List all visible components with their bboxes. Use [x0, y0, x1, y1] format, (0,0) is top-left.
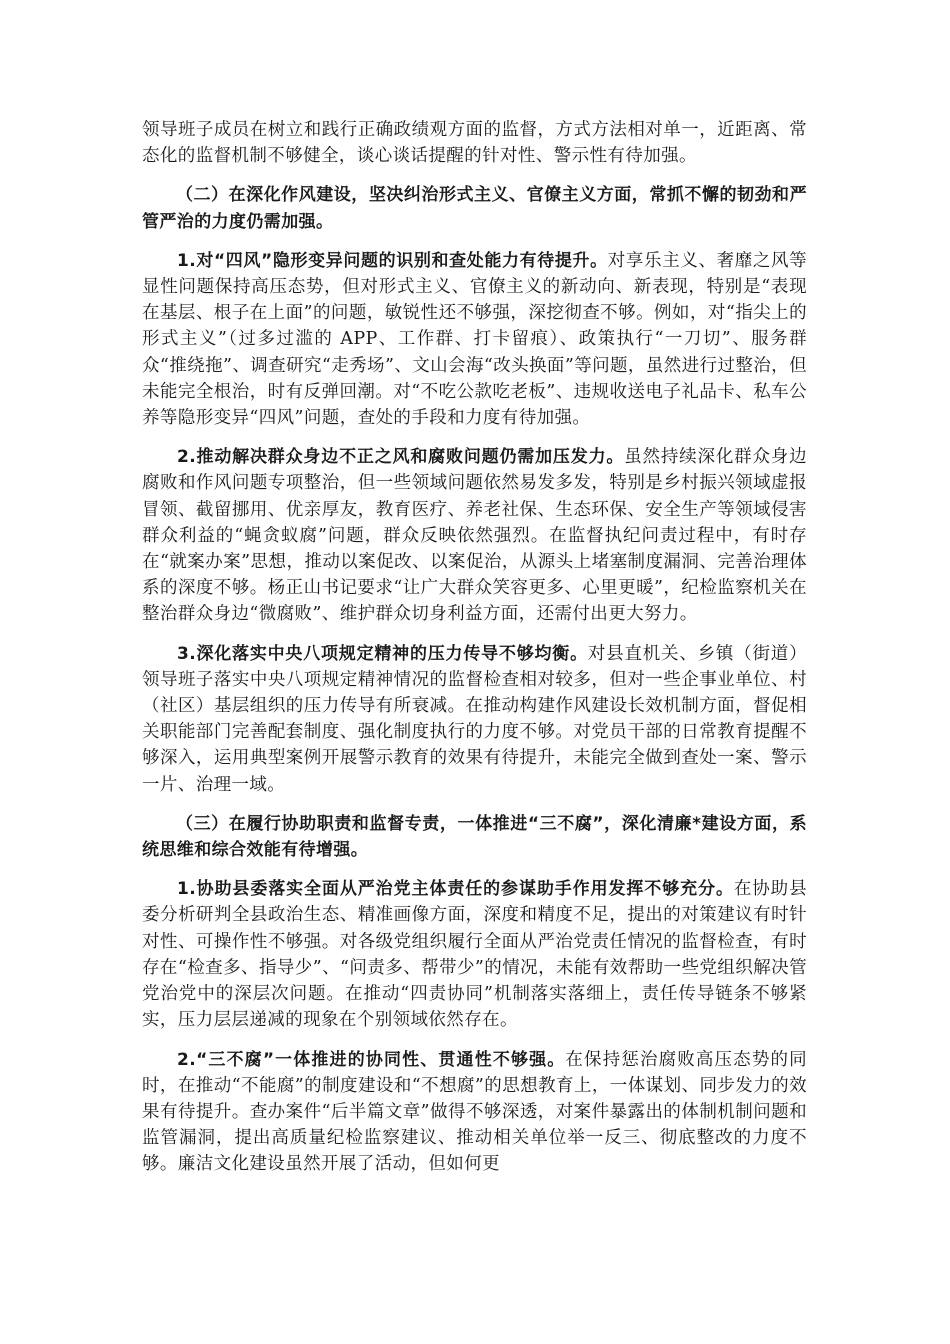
paragraph-text: 对享乐主义、奢靡之风等显性问题保持高压态势，但对形式主义、官僚主义的新动向、新表现，特别是“表现在基层、根子在上面”的问题，敏锐性还不够强，深挖彻查不够。例如，对“指尖上的形式主义”（过多过滥的 APP、工作群、打卡留痕）、政策执行“一刀切”、服务群众“推绕拖”、调查研究“走秀场”、文山会海“改头换面”等问题，虽然进行过整治，但未能完全根治，时有反弹回潮。对“不吃公款吃老板”、违规收送电子礼品卡、私车公养等隐形变异“四风”问题，查处的手段和力度有待加强。	[142, 250, 807, 429]
paragraph-text: 对县直机关、乡镇（街道）领导班子落实中央八项规定精神情况的监督检查相对较多，但对一些企事业单位、村（社区）基层组织的压力传导有所衰减。在推动构建作风建设长效机制方面，督促相关职能部门完善配套制度、强化制度执行的力度不够。对党员干部的日常教育提醒不够深入，运用典型案例开展警示教育的效果有待提升，未能完全做到查处一案、警示一片、治理一域。	[142, 643, 807, 795]
paragraph-2-1	[142, 248, 807, 431]
paragraph-text: 虽然持续深化群众身边腐败和作风问题专项整治，但一些领域问题依然易发多发，特别是乡村振兴领域虚报冒领、截留挪用、优亲厚友，教育医疗、养老社保、生态环保、安全生产等领域侵害群众利益的“蝇贪蚁腐”问题，群众反映依然强烈。在监督执纪问责过程中，有时存在“就案办案”思想，推动以案促改、以案促治，从源头上堵塞制度漏洞、完善治理体系的深度不够。杨正山书记要求“让广大群众笑容更多、心里更暖”，纪检监察机关在整治群众身边“微腐败”、维护群众切身利益方面，还需付出更大努力。	[142, 447, 808, 625]
paragraph-lead: 1.协助县委落实全面从严治党主体责任的参谋助手作用发挥不够充分。	[177, 879, 734, 900]
paragraph-2-3	[142, 641, 807, 798]
paragraph-3-1	[142, 876, 807, 1033]
paragraph-continuation	[142, 117, 807, 169]
section-heading-2: （二）在深化作风建设，坚决纠治形式主义、官僚主义方面，常抓不懈的韧劲和严管严治的力度仍需加强。	[142, 185, 807, 232]
paragraph-2-2	[142, 444, 807, 627]
paragraph-lead: 2.“三不腐”一体推进的协同性、贯通性不够强。	[177, 1049, 566, 1070]
document-page	[142, 117, 807, 1191]
paragraph-lead: 2.推动解决群众身边不正之风和腐败问题仍需加压发力。	[177, 447, 625, 468]
paragraph-lead: 3.深化落实中央八项规定精神的压力传导不够均衡。	[177, 643, 588, 664]
paragraph-3-2	[142, 1047, 807, 1178]
paragraph-text: 在协助县委分析研判全县政治生态、精准画像方面，深度和精度不足，提出的对策建议有时针对性、可操作性不够强。对各级党组织履行全面从严治党责任情况的监督检查，有时存在“检查多、指导少”、“问责多、帮带少”的情况，未能有效帮助一些党组织解决管党治党中的深层次问题。在推动“四责协同”机制落实落细上，责任传导链条不够紧实，压力层层递减的现象在个别领域依然存在。	[142, 879, 807, 1031]
section-heading-3: （三）在履行协助职责和监督专责，一体推进“三不腐”，深化清廉*建设方面，系统思维和综合效能有待增强。	[142, 813, 807, 861]
paragraph-lead: 1.对“四风”隐形变异问题的识别和查处能力有待提升。	[177, 250, 608, 271]
paragraph-text: 领导班子成员在树立和践行正确政绩观方面的监督，方式方法相对单一，近距离、常态化的监督机制不够健全，谈心谈话提醒的针对性、警示性有待加强。	[142, 120, 807, 167]
paragraph-text: 在保持惩治腐败高压态势的同时，在推动“不能腐”的制度建设和“不想腐”的思想教育上，一体谋划、同步发力的效果有待提升。查办案件“后半篇文章”做得不够深透，对案件暴露出的体制机制问题和监管漏洞，提出高质量纪检监察建议、推动相关单位举一反三、彻底整改的力度不够。廉洁文化建设虽然开展了活动，但如何更	[142, 1049, 807, 1175]
